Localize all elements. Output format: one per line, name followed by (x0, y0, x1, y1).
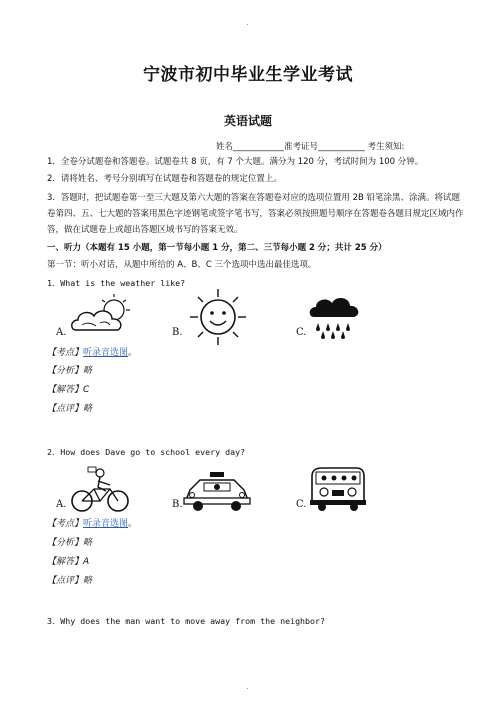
q1-option-a-label: A. (56, 327, 67, 338)
q2-kaodian (47, 516, 137, 529)
dianping-text: 【点评】略 (47, 404, 93, 414)
jieda-text: 【解答】C (47, 385, 90, 395)
kaodian-end: 。 (128, 519, 138, 529)
question-3-text: 3．Why does the man want to move away from the neighbor? (47, 616, 326, 626)
kaodian-link[interactable]: 听录音选图 (83, 519, 129, 529)
q2-option-a-label: A. (56, 499, 67, 510)
q1-jieda (47, 382, 89, 395)
section-part1: 第一节：听小对话，从题中所给的 A、B、C 三个选项中选出最佳选项。 (47, 260, 317, 270)
fenxi-text: 【分析】略 (47, 538, 93, 548)
bus-icon (306, 462, 370, 514)
sun-icon (186, 287, 250, 347)
q2-dianping (47, 573, 92, 586)
page-subtitle: 英语试题 (223, 114, 272, 128)
note-3: 3．答题时，把试题卷第一至三大题及第六大题的答案在答题卷对应的选项位置用 2B 铅笔涂黑、涂满。将试题卷第四、五、七大题的答案用黑色字迹钢笔或签字笔书写，答案必须按照题号顺序在答题卷各题目规定区域内作答，做在试题卷上或超出答题区域书写的答案无效。 (47, 193, 464, 235)
fenxi-text: 【分析】略 (47, 366, 93, 376)
question-2-text: 2．How does Dave go to school every day? (47, 447, 246, 457)
kaodian-link[interactable]: 听录音选图 (83, 348, 129, 358)
q1-option-c-label: C. (296, 327, 307, 338)
kaodian-label: 【考点】 (47, 519, 84, 529)
q2-fenxi (47, 535, 92, 548)
section-heading: 一、听力（本题有 15 小题，第一节每小题 1 分，第二、三节每小题 2 分；共计 25 分） (47, 243, 387, 253)
page-title: 宁波市初中毕业生学业考试 (143, 65, 353, 85)
kaodian-end: 。 (128, 348, 138, 358)
q2-option-c-label: C. (296, 499, 307, 510)
taxi-icon (182, 470, 252, 512)
rain-cloud-icon (308, 293, 364, 341)
jieda-text: 【解答】A (47, 557, 90, 567)
dianping-text: 【点评】略 (47, 576, 93, 586)
q1-dianping (47, 401, 92, 414)
q2-jieda (47, 554, 89, 567)
q2-option-b-label: B. (172, 499, 183, 510)
note-2: 2．请将姓名、考号分别填写在试题卷和答题卷的规定位置上。 (47, 174, 282, 184)
question-1-text: 1．What is the weather like? (47, 278, 186, 288)
note-1: 1．全卷分试题卷和答题卷。试题卷共 8 页，有 7 个大题。满分为 120 分，考试时间为 100 分钟。 (47, 157, 424, 167)
kaodian-label: 【考点】 (47, 348, 84, 358)
cloud-sun-icon (68, 292, 140, 342)
q1-fenxi (47, 363, 92, 376)
student-info-line: 姓名____________准考证号___________ 考生须知: (216, 142, 405, 152)
page-dot-bottom: . (246, 682, 249, 691)
bicycle-icon (70, 465, 130, 513)
q1-kaodian (47, 345, 137, 358)
page-dot-top: . (246, 18, 249, 27)
q1-option-b-label: B. (172, 327, 183, 338)
